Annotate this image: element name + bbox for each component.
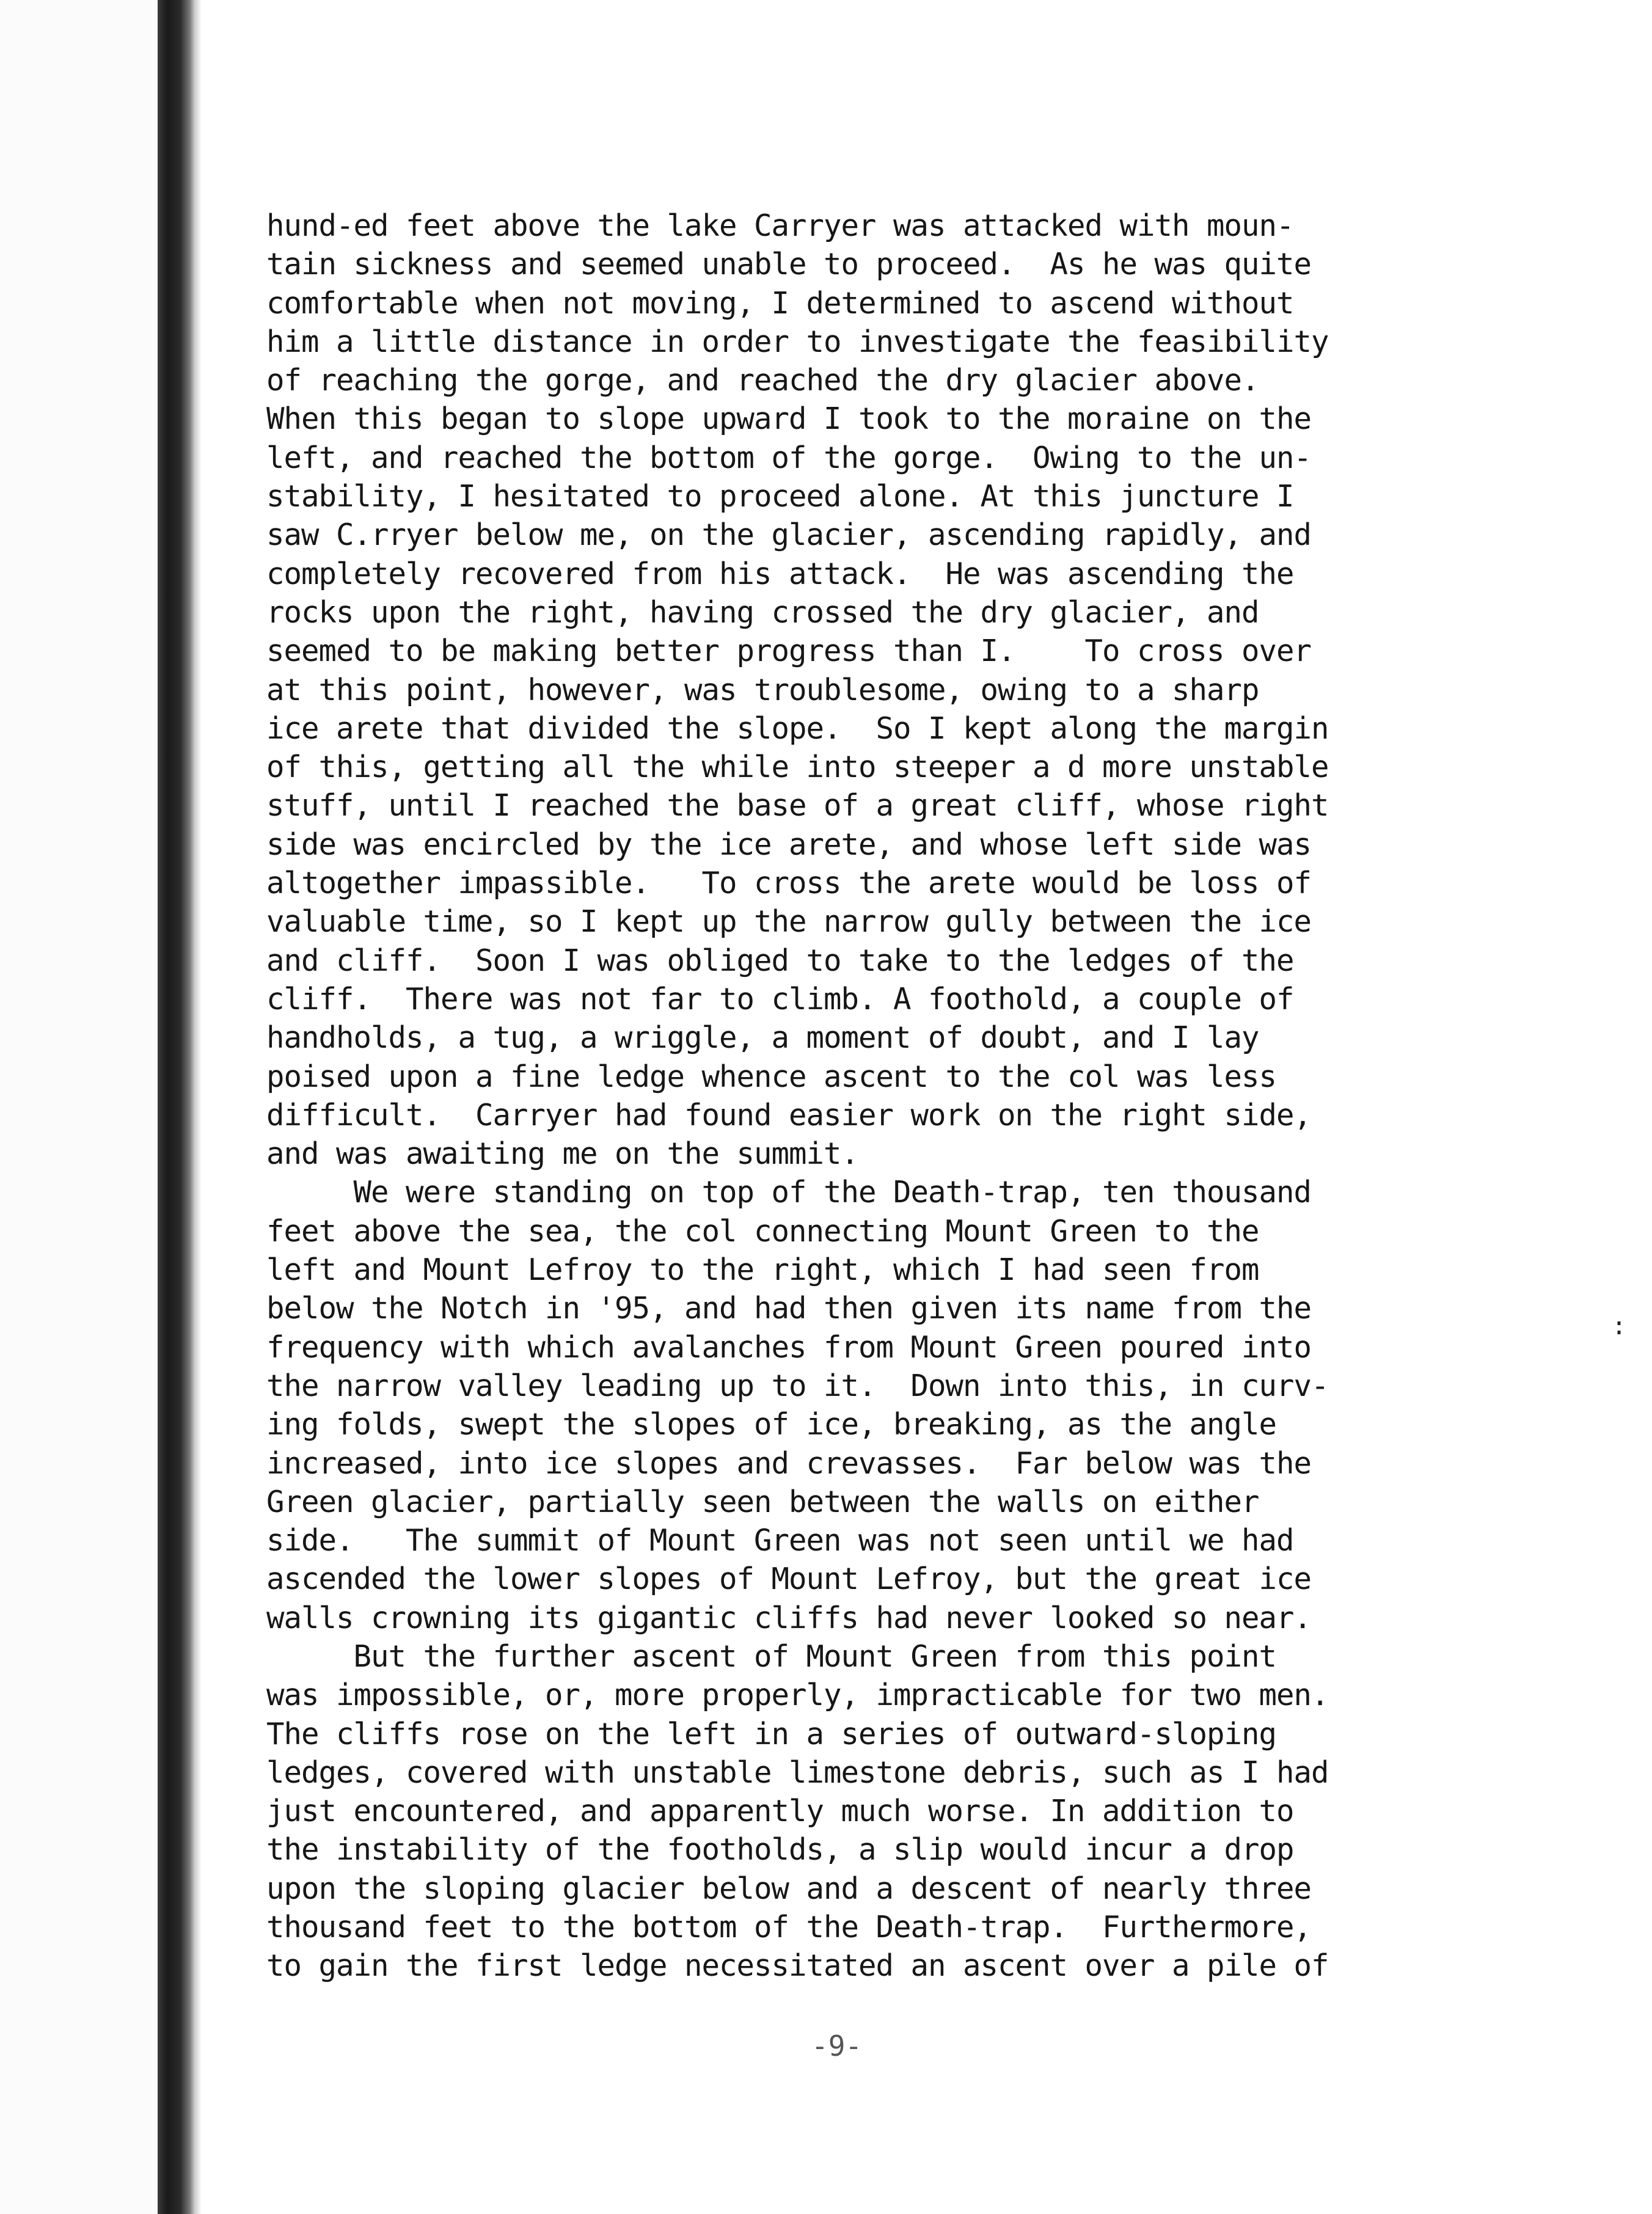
text-line: frequency with which avalanches from Mount Green poured into (266, 1329, 1312, 1365)
text-line: ascended the lower slopes of Mount Lefroy, but the great ice (266, 1562, 1312, 1597)
text-line: increased, into ice slopes and crevasses. Far below was the (266, 1445, 1312, 1481)
text-line: handholds, a tug, a wriggle, a moment of doubt, and I lay (266, 1020, 1259, 1056)
text-line: tain sickness and seemed unable to proceed. As he was quite (266, 247, 1312, 282)
text-line: side. The summit of Mount Green was not seen until we had (266, 1523, 1294, 1558)
text-line: stability, I hesitated to proceed alone. At this juncture I (266, 479, 1294, 514)
text-line: of this, getting all the while into steeper a d more unstable (266, 750, 1329, 785)
text-line: ledges, covered with unstable limestone debris, such as I had (266, 1755, 1329, 1790)
text-line: was impossible, or, more properly, impracticable for two men. (266, 1678, 1329, 1713)
text-line: thousand feet to the bottom of the Death-trap. Furthermore, (266, 1910, 1312, 1945)
text-line: hund-ed feet above the lake Carryer was attacked with moun- (266, 208, 1294, 243)
binding-edge (158, 0, 196, 2214)
text-line: completely recovered from his attack. He was ascending the (266, 556, 1294, 591)
text-line: stuff, until I reached the base of a great cliff, whose right (266, 788, 1329, 824)
text-line: seemed to be making better progress than I. To cross over (266, 634, 1312, 669)
text-line: left, and reached the bottom of the gorge. Owing to the un- (266, 440, 1312, 475)
text-line: altogether impassible. To cross the arete would be loss of (266, 866, 1312, 901)
left-margin (0, 0, 158, 2214)
text-line: Green glacier, partially seen between the walls on either (266, 1484, 1259, 1519)
text-line: upon the sloping glacier below and a descent of nearly three (266, 1871, 1312, 1906)
text-line: below the Notch in '95, and had then given its name from the (266, 1291, 1312, 1326)
text-line: at this point, however, was troublesome, owing to a sharp (266, 672, 1259, 707)
text-line: But the further ascent of Mount Green from this point (266, 1639, 1277, 1674)
text-line: valuable time, so I kept up the narrow gully between the ice (266, 904, 1312, 940)
text-line: of reaching the gorge, and reached the dry glacier above. (266, 363, 1259, 398)
text-line: walls crowning its gigantic cliffs had never looked so near. (266, 1600, 1312, 1635)
text-line: and was awaiting me on the summit. (266, 1136, 859, 1172)
text-line: the instability of the footholds, a slip would incur a drop (266, 1832, 1294, 1868)
text-line: him a little distance in order to investigate the feasibility (266, 324, 1329, 359)
text-line: cliff. There was not far to climb. A foothold, a couple of (266, 981, 1294, 1017)
text-line: and cliff. Soon I was obliged to take to the ledges of the (266, 943, 1294, 978)
text-line: difficult. Carryer had found easier work on the right side, (266, 1097, 1312, 1133)
text-line: the narrow valley leading up to it. Down into this, in curv- (266, 1368, 1329, 1403)
text-line: side was encircled by the ice arete, and whose left side was (266, 827, 1312, 862)
typed-text-body (266, 206, 1525, 1986)
text-line: saw C.rryer below me, on the glacier, ascending rapidly, and (266, 517, 1312, 553)
text-line: rocks upon the right, having crossed the dry glacier, and (266, 594, 1259, 630)
text-line: to gain the first ledge necessitated an ascent over a pile of (266, 1948, 1329, 1984)
text-line: The cliffs rose on the left in a series of outward-sloping (266, 1716, 1277, 1752)
page-number: -9- (811, 2029, 863, 2062)
text-line: ice arete that divided the slope. So I kept along the margin (266, 711, 1329, 746)
text-line: poised upon a fine ledge whence ascent to the col was less (266, 1059, 1277, 1094)
margin-mark: : (1612, 1312, 1627, 1340)
text-line: ing folds, swept the slopes of ice, breaking, as the angle (266, 1407, 1277, 1442)
text-line: comfortable when not moving, I determined to ascend without (266, 285, 1294, 321)
binding-shadow (196, 0, 202, 2214)
text-line: left and Mount Lefroy to the right, which I had seen from (266, 1252, 1259, 1288)
text-line: We were standing on top of the Death-trap, ten thousand (266, 1175, 1312, 1210)
text-line: feet above the sea, the col connecting Mount Green to the (266, 1213, 1259, 1249)
text-line: When this began to slope upward I took to the moraine on the (266, 401, 1312, 437)
bleed-through-fragments (1588, 0, 1652, 2214)
text-line: just encountered, and apparently much worse. In addition to (266, 1794, 1294, 1829)
